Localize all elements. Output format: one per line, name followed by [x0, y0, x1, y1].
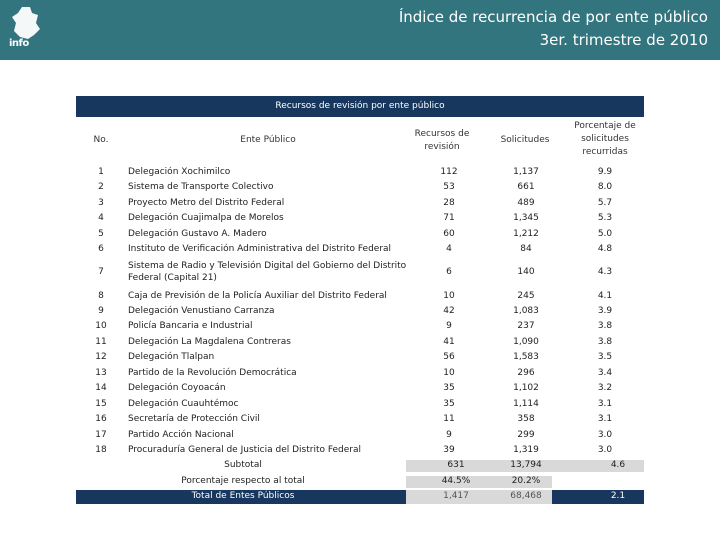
- row-recursos: 53: [443, 182, 455, 192]
- row-porcentaje: 3.2: [597, 383, 613, 393]
- percent-solicitudes: 20.2%: [511, 476, 541, 486]
- row-recursos: 39: [443, 445, 455, 455]
- row-number: 18: [95, 445, 107, 455]
- row-number: 14: [95, 383, 107, 393]
- row-recursos: 60: [443, 229, 455, 239]
- row-ente: Delegación Venustiano Carranza: [128, 306, 275, 316]
- row-number: 10: [95, 321, 107, 331]
- row-porcentaje: 3.1: [597, 399, 613, 409]
- logo-text: info: [9, 38, 29, 49]
- subtotal-label: Subtotal: [224, 460, 262, 470]
- row-number: 4: [98, 213, 104, 223]
- total-solicitudes: 68,468: [510, 491, 542, 501]
- row-porcentaje: 5.7: [597, 198, 613, 208]
- row-recursos: 42: [443, 306, 455, 316]
- row-ente: Sistema de Radio y Televisión Digital del Gobierno del Distrito Federal (Capital 21): [128, 261, 407, 283]
- row-ente: Delegación Cuajimalpa de Morelos: [128, 213, 284, 223]
- row-recursos: 41: [443, 337, 455, 347]
- row-number: 3: [98, 198, 104, 208]
- row-ente: Delegación Coyoacán: [128, 383, 226, 393]
- row-number: 6: [98, 244, 104, 254]
- column-header-no: No.: [93, 135, 109, 145]
- row-porcentaje: 3.9: [597, 306, 613, 316]
- row-ente: Procuraduría General de Justicia del Distrito Federal: [128, 445, 362, 455]
- row-solicitudes: 299: [517, 430, 535, 440]
- row-number: 2: [98, 182, 104, 192]
- row-solicitudes: 1,114: [513, 399, 539, 409]
- table-title: Recursos de revisión por ente público: [76, 96, 644, 117]
- row-solicitudes: 1,583: [513, 352, 539, 362]
- row-ente: Caja de Previsión de la Policía Auxiliar del Distrito Federal: [128, 291, 387, 301]
- row-recursos: 112: [440, 167, 458, 177]
- column-header-solicitudes: Solicitudes: [500, 135, 550, 145]
- row-porcentaje: 5.0: [597, 229, 613, 239]
- row-porcentaje: 4.8: [597, 244, 613, 254]
- row-recursos: 35: [443, 383, 455, 393]
- row-solicitudes: 1,137: [513, 167, 539, 177]
- row-porcentaje: 8.0: [597, 182, 613, 192]
- row-number: 7: [98, 267, 104, 277]
- page-header: [0, 0, 720, 60]
- row-number: 1: [98, 167, 104, 177]
- row-number: 8: [98, 291, 104, 301]
- row-number: 13: [95, 368, 107, 378]
- title-line-2: 3er. trimestre de 2010: [539, 31, 708, 49]
- total-row: [76, 490, 644, 504]
- row-solicitudes: 1,102: [513, 383, 539, 393]
- row-number: 15: [95, 399, 107, 409]
- row-solicitudes: 296: [517, 368, 535, 378]
- row-solicitudes: 84: [520, 244, 532, 254]
- row-recursos: 9: [446, 430, 452, 440]
- row-ente: Sistema de Transporte Colectivo: [128, 182, 274, 192]
- row-solicitudes: 1,212: [513, 229, 539, 239]
- row-solicitudes: 237: [517, 321, 535, 331]
- row-solicitudes: 1,083: [513, 306, 539, 316]
- row-recursos: 4: [446, 244, 452, 254]
- row-porcentaje: 4.1: [597, 291, 613, 301]
- total-label: Total de Entes Públicos: [191, 491, 295, 501]
- row-porcentaje: 3.4: [597, 368, 613, 378]
- row-solicitudes: 489: [517, 198, 535, 208]
- row-ente: Instituto de Verificación Administrativa del Distrito Federal: [128, 244, 392, 254]
- row-solicitudes: 661: [517, 182, 535, 192]
- row-recursos: 11: [443, 414, 455, 424]
- row-recursos: 10: [443, 291, 455, 301]
- row-number: 11: [95, 337, 107, 347]
- row-number: 9: [98, 306, 104, 316]
- row-porcentaje: 3.1: [597, 414, 613, 424]
- row-ente: Delegación Cuauhtémoc: [128, 399, 239, 409]
- title-line-1: Índice de recurrencia de por ente público: [398, 8, 708, 26]
- row-recursos: 10: [443, 368, 455, 378]
- row-porcentaje: 3.8: [597, 337, 613, 347]
- row-number: 17: [95, 430, 107, 440]
- row-porcentaje: 9.9: [597, 167, 613, 177]
- row-porcentaje: 4.3: [597, 267, 613, 277]
- row-ente: Policía Bancaria e Industrial: [128, 321, 253, 331]
- row-solicitudes: 1,319: [513, 445, 539, 455]
- row-porcentaje: 3.8: [597, 321, 613, 331]
- column-header-ente: Ente Público: [240, 135, 296, 145]
- row-ente: Delegación Xochimilco: [128, 167, 231, 177]
- row-ente: Delegación Tlalpan: [128, 352, 215, 362]
- row-ente: Partido Acción Nacional: [128, 430, 234, 440]
- row-porcentaje: 3.0: [597, 445, 613, 455]
- row-porcentaje: 3.0: [597, 430, 613, 440]
- row-solicitudes: 140: [517, 267, 535, 277]
- row-ente: Secretaría de Protección Civil: [128, 414, 260, 424]
- row-ente: Proyecto Metro del Distrito Federal: [128, 198, 285, 208]
- row-recursos: 28: [443, 198, 455, 208]
- row-recursos: 6: [446, 267, 452, 277]
- total-recursos: 1,417: [443, 491, 469, 501]
- row-recursos: 56: [443, 352, 455, 362]
- row-recursos: 9: [446, 321, 452, 331]
- page-title: [399, 6, 708, 52]
- row-number: 12: [95, 352, 107, 362]
- row-ente: Partido de la Revolución Democrática: [128, 368, 297, 378]
- column-header-recursos: Recursos de revisión: [414, 129, 470, 152]
- subtotal-solicitudes: 13,794: [510, 460, 542, 470]
- subtotal-porcentaje: 4.6: [610, 460, 626, 470]
- row-recursos: 35: [443, 399, 455, 409]
- row-number: 16: [95, 414, 107, 424]
- row-solicitudes: 1,345: [513, 213, 539, 223]
- row-solicitudes: 1,090: [513, 337, 539, 347]
- row-ente: Delegación La Magdalena Contreras: [128, 337, 291, 347]
- row-ente: Delegación Gustavo A. Madero: [128, 229, 267, 239]
- row-solicitudes: 245: [517, 291, 535, 301]
- row-porcentaje: 3.5: [597, 352, 613, 362]
- percent-label: Porcentaje respecto al total: [181, 476, 305, 486]
- column-header-porcentaje: Porcentaje de solicitudes recurridas: [574, 121, 636, 157]
- percent-recursos: 44.5%: [441, 476, 471, 486]
- subtotal-recursos: 631: [447, 460, 465, 470]
- row-number: 5: [98, 229, 104, 239]
- row-recursos: 71: [443, 213, 455, 223]
- row-solicitudes: 358: [517, 414, 535, 424]
- row-porcentaje: 5.3: [597, 213, 613, 223]
- total-porcentaje: 2.1: [610, 491, 626, 501]
